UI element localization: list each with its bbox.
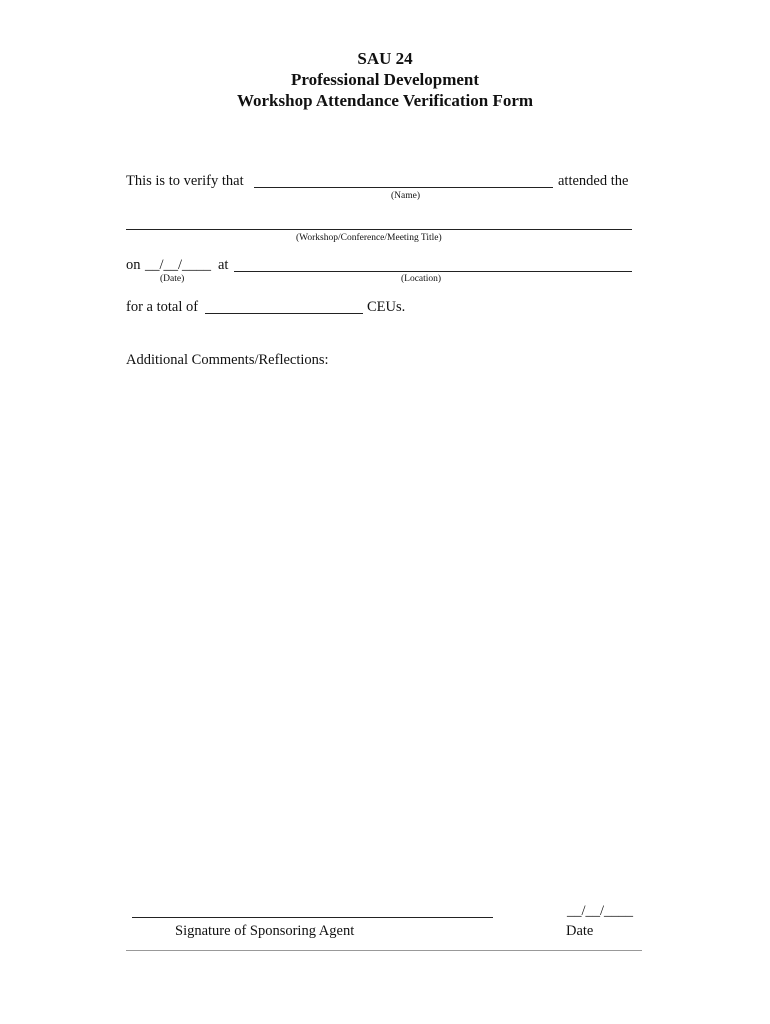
form-title-organization: SAU 24: [357, 49, 413, 68]
form-title-form-name: Workshop Attendance Verification Form: [236, 91, 534, 110]
name-caption: (Name): [391, 191, 421, 201]
name-field[interactable]: [254, 172, 553, 188]
ceu-underline: [205, 313, 363, 314]
total-prefix-text: for a total of: [126, 299, 199, 315]
date-field[interactable]: __/__/____: [145, 257, 212, 273]
ceu-field[interactable]: [205, 298, 363, 314]
workshop-title-underline: [126, 229, 632, 230]
signature-date-label: Date: [566, 923, 594, 939]
signature-label: Signature of Sponsoring Agent: [175, 923, 355, 939]
comments-label: Additional Comments/Reflections:: [126, 352, 329, 368]
location-underline: [234, 271, 632, 272]
date-caption: (Date): [160, 274, 185, 284]
signature-field[interactable]: [132, 900, 493, 916]
form-title-department: Professional Development: [290, 70, 480, 89]
comments-area[interactable]: [126, 375, 632, 895]
name-underline: [254, 187, 553, 188]
signature-line: [132, 917, 493, 918]
verify-prefix-text: This is to verify that: [126, 173, 244, 189]
footer-divider: [126, 950, 642, 951]
verify-suffix-text: attended the: [558, 173, 629, 189]
workshop-title-caption: (Workshop/Conference/Meeting Title): [296, 233, 442, 243]
signature-date-field[interactable]: __/__/____: [567, 903, 634, 919]
total-suffix-text: CEUs.: [367, 299, 406, 315]
location-field[interactable]: [234, 256, 632, 272]
location-caption: (Location): [401, 274, 442, 284]
workshop-title-field[interactable]: [126, 214, 632, 230]
at-label: at: [218, 257, 229, 273]
on-label: on: [126, 257, 141, 273]
